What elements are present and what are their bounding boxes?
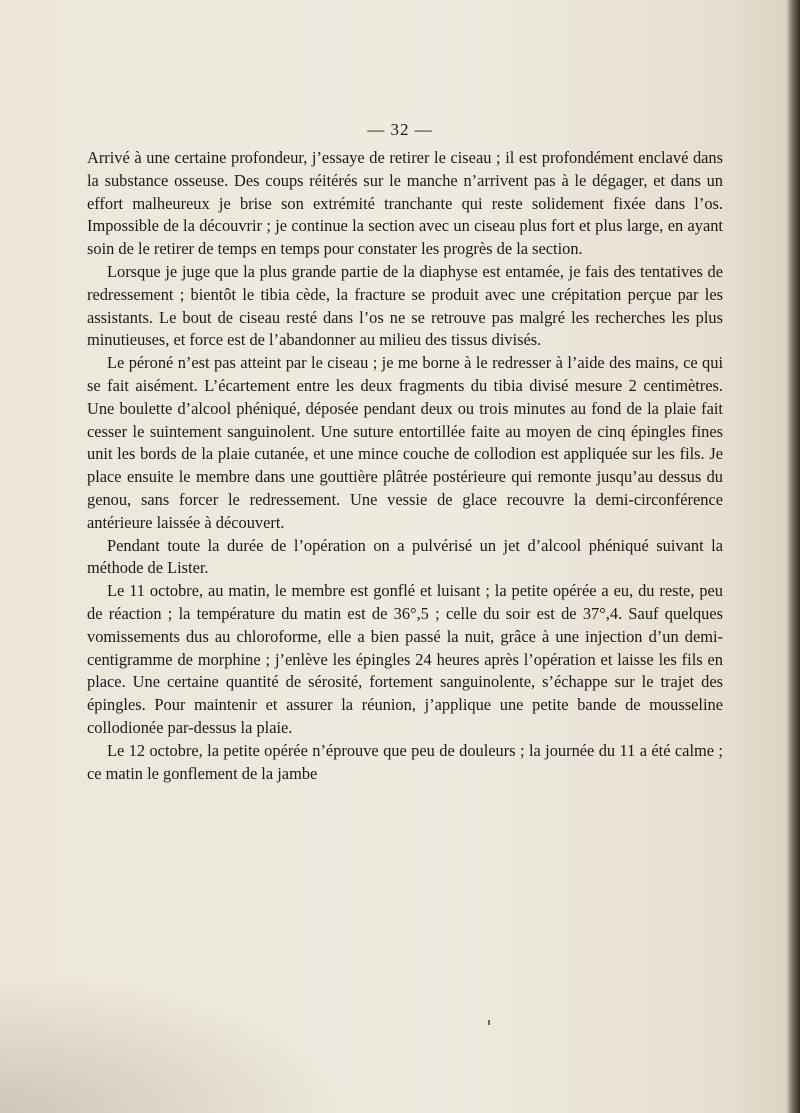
- paragraph: Le péroné n’est pas atteint par le ciseau ; je me borne à le redresser à l’aide des mains, ce qui se fait aisément. L’écartement entre les deux fragments du tibia divisé mesure 2 centimètres. Une boulette d’alcool phéniqué, déposée pendant deux ou trois minutes au fond de la plaie fait cesser le suintement sanguinolent. Une suture entortillée faite au moyen de cinq épingles fines unit les bords de la plaie cutanée, et une mince couche de collodion est appliquée sur les fils. Je place ensuite le membre dans une gouttière plâtrée postérieure qui remonte jusqu’au dessus du genou, sans forcer le redressement. Une vessie de glace recouvre la demi-circonférence antérieure laissée à découvert.: [87, 353, 723, 532]
- paragraph: Le 11 octobre, au matin, le membre est gonflé et luisant ; la petite opérée a eu, du reste, peu de réaction ; la température du matin est de 36°,5 ; celle du soir est de 37°,4. Sauf quelques vomissements dus au chloroforme, elle a bien passé la nuit, grâce à une injection d’un demi-centigramme de morphine ; j’enlève les épingles 24 heures après l’opération et laisse les fils en place. Une certaine quantité de sérosité, fortement sanguinolente, s’échappe sur le trajet des épingles. Pour maintenir et assurer la réunion, j’applique une petite bande de mousseline collodionée par-dessus la plaie.: [87, 581, 723, 737]
- paragraph: Arrivé à une certaine profondeur, j’essaye de retirer le ciseau ; il est profondément enclavé dans la substance osseuse. Des coups réitérés sur le manche n’arrivent pas à le dégager, et dans un effort malheureux je brise son extrémité tranchante qui reste solidement fixée dans l’os. Impossible de la découvrir ; je continue la section avec un ciseau plus fort et plus large, en ayant soin de le retirer de temps en temps pour constater les progrès de la section.: [87, 148, 723, 259]
- body-text: [87, 147, 723, 785]
- paragraph: Le 12 octobre, la petite opérée n’éprouve que peu de douleurs ; la journée du 11 a été calme ; ce matin le gonflement de la jambe: [87, 740, 723, 783]
- ink-speck: [488, 1020, 490, 1025]
- page-shadow: [0, 973, 360, 1113]
- paragraph: Pendant toute la durée de l’opération on a pulvérisé un jet d’alcool phéniqué suivant la méthode de Lister.: [87, 535, 723, 578]
- paragraph: Lorsque je juge que la plus grande partie de la diaphyse est entamée, je fais des tentatives de redressement ; bientôt le tibia cède, la fracture se produit avec une crépitation perçue par les assistants. Le bout de ciseau resté dans l’os ne se retrouve pas malgré les recherches les plus minutieuses, et force est de l’abandonner au milieu des tissus divisés.: [87, 261, 723, 350]
- book-binding-edge: [786, 0, 800, 1113]
- page-number: — 32 —: [367, 120, 433, 139]
